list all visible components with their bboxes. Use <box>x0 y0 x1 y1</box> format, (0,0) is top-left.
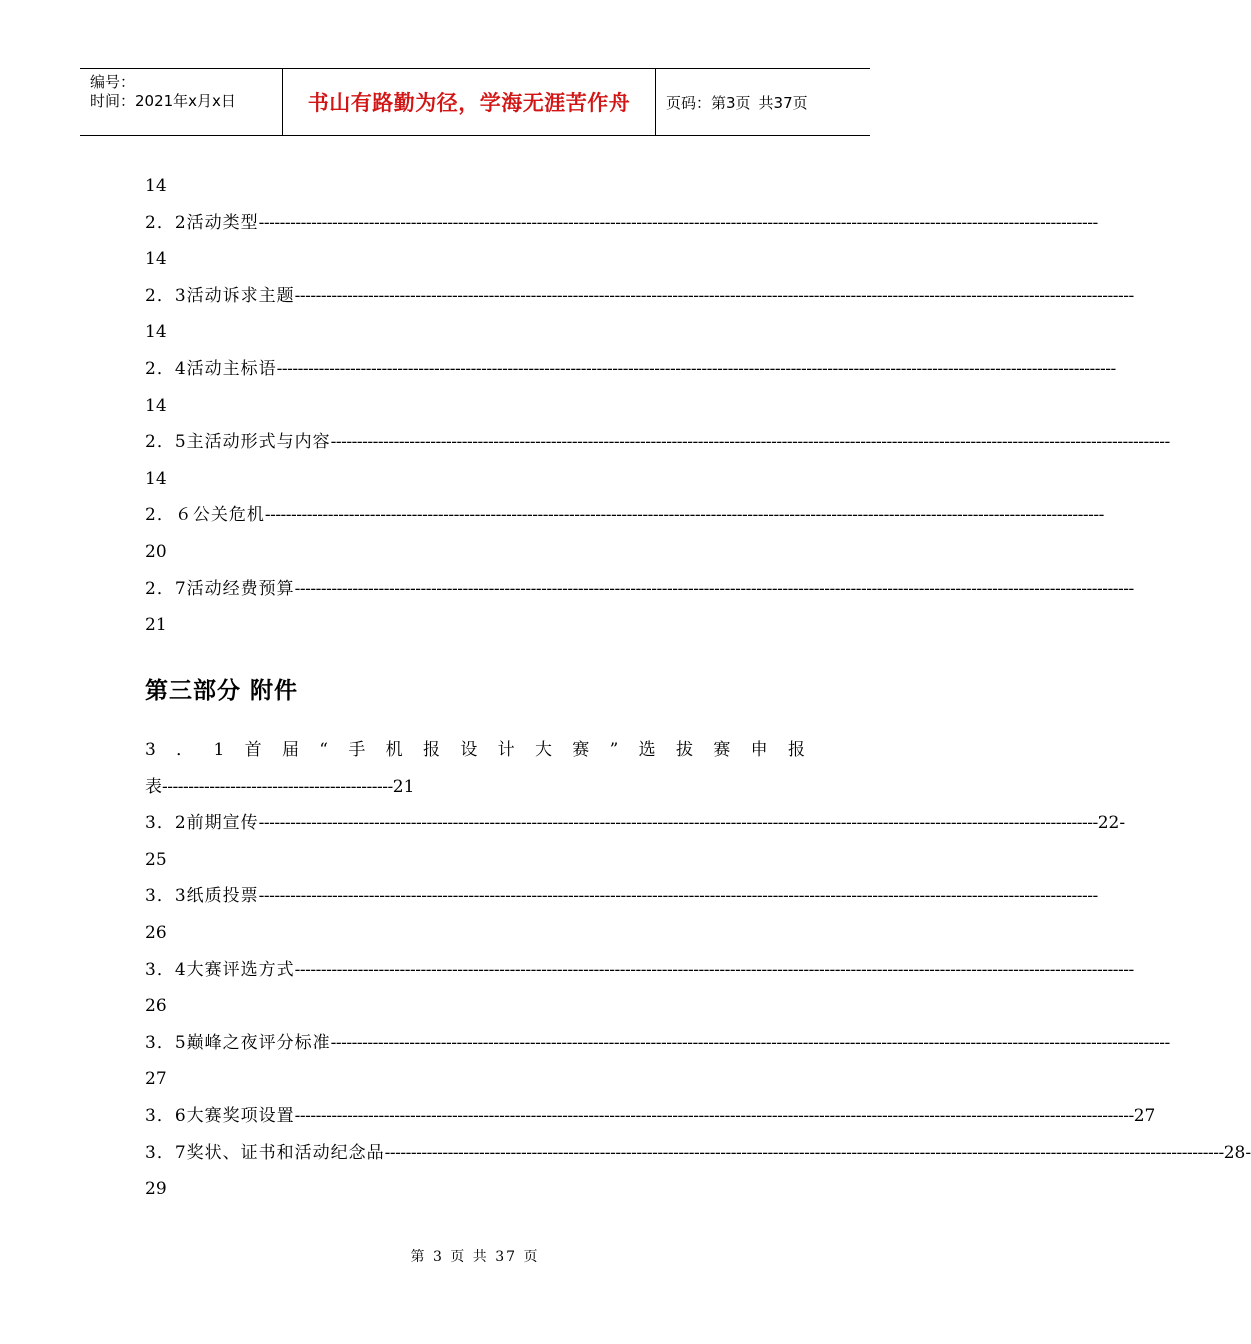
toc-leader-dashes: ---------------------------------------------------------------------------------------------------------------------------------------------------------------- <box>258 886 1098 907</box>
toc-entry-label: 3．2前期宣传 <box>145 813 259 834</box>
toc-entry-char: 申 <box>750 740 768 760</box>
toc-entry-label: 3．3纸质投票 <box>145 886 259 907</box>
toc-entry <box>145 1104 1156 1128</box>
toc-entry-label: 2．3活动诉求主题 <box>145 285 295 306</box>
toc-entry-label: 3．4大赛评选方式 <box>145 959 295 980</box>
toc-entry-label: 2．2活动类型 <box>145 212 259 233</box>
section-title-part3: 第三部分 附件 <box>145 678 299 704</box>
toc-entry-page: 22- <box>1097 813 1126 834</box>
toc-leader-dashes: ---------------------------------------------------------------------------------------------------------------------------------------------------------------- <box>276 359 1116 379</box>
header-meta <box>80 69 282 135</box>
toc-leader-dashes: ---------------------------------------------------------------------------------------------------------------------------------------------------------------- <box>384 1142 1224 1163</box>
toc-entry-label: 3．6大赛奖项设置 <box>145 1106 295 1126</box>
toc-page-number: 14 <box>145 176 167 196</box>
toc-entry-label: 2．６公关危机 <box>145 505 265 526</box>
toc-leader-dashes: -------------------------------------------- <box>162 776 393 797</box>
toc-leader-dashes: ---------------------------------------------------------------------------------------------------------------------------------------------------------------- <box>264 505 1104 526</box>
toc-leader-dashes: ---------------------------------------------------------------------------------------------------------------------------------------------------------------- <box>330 432 1170 453</box>
toc-leader-dashes: ---------------------------------------------------------------------------------------------------------------------------------------------------------------- <box>330 1032 1170 1053</box>
toc-entry-char: 报 <box>422 740 440 760</box>
toc-leader-dashes: ---------------------------------------------------------------------------------------------------------------------------------------------------------------- <box>294 959 1134 980</box>
toc-leader-dashes: ---------------------------------------------------------------------------------------------------------------------------------------------------------------- <box>258 212 1098 233</box>
toc-entry <box>145 503 1104 527</box>
toc-leader-dashes: ---------------------------------------------------------------------------------------------------------------------------------------------------------------- <box>294 285 1134 306</box>
toc-entry <box>145 884 1098 908</box>
toc-entry-char: 赛 <box>572 740 590 760</box>
toc-page-number: 25 <box>145 849 167 870</box>
toc-page-number: 27 <box>145 1069 167 1090</box>
header-page-total: 共37页 <box>758 93 808 112</box>
toc-entry <box>145 211 1098 235</box>
header-page-number: 页码：第3页 <box>666 93 751 112</box>
toc-page-number: 26 <box>145 923 167 943</box>
toc-entry-char: ． <box>176 740 194 760</box>
toc-page-number: 29 <box>145 1179 167 1200</box>
toc-entry-char: 届 <box>281 740 299 760</box>
toc-leader-dashes: ---------------------------------------------------------------------------------------------------------------------------------------------------------------- <box>258 813 1098 834</box>
page-footer: 第 3 页 共 37 页 <box>410 1249 540 1265</box>
toc-page-number: 26 <box>145 996 167 1017</box>
toc-entry <box>145 1031 1170 1055</box>
document-date-label: 时间：2021年x月x日 <box>90 92 236 110</box>
toc-entry <box>145 357 1116 381</box>
toc-entry <box>145 284 1134 308</box>
toc-entry-label: 2．5主活动形式与内容 <box>145 432 331 453</box>
toc-page-number: 21 <box>145 615 167 636</box>
toc-entry <box>145 958 1134 982</box>
toc-entry-page: 28- <box>1223 1142 1251 1163</box>
toc-page-number: 14 <box>145 468 167 489</box>
toc-entry-label: 3．7奖状、证书和活动纪念品 <box>145 1142 385 1163</box>
toc-entry-page: 27 <box>1133 1106 1156 1126</box>
toc-entry-char: 计 <box>497 740 515 760</box>
header-page-info <box>656 69 870 135</box>
toc-entry-label: 2．4活动主标语 <box>145 359 277 379</box>
toc-entry-char: 首 <box>244 740 262 760</box>
toc-entry-char: 大 <box>534 740 552 760</box>
document-number-label: 编号： <box>90 73 136 91</box>
toc-leader-dashes: ---------------------------------------------------------------------------------------------------------------------------------------------------------------- <box>294 578 1134 599</box>
toc-entry-page: 21 <box>392 776 415 797</box>
toc-entry-label: 2．7活动经费预算 <box>145 578 295 599</box>
toc-page-number: 14 <box>145 249 167 270</box>
toc-leader-dashes: ---------------------------------------------------------------------------------------------------------------------------------------------------------------- <box>294 1106 1134 1126</box>
toc-entry-char: 设 <box>460 740 478 760</box>
header-motto: 书山有路勤为径，学海无涯苦作舟 <box>282 69 656 135</box>
toc-entry-char: “ <box>319 740 328 760</box>
toc-entry-char: 手 <box>348 740 366 760</box>
toc-page-number: 14 <box>145 322 167 343</box>
toc-entry-char: 3 <box>145 740 156 760</box>
toc-entry-spread <box>145 738 805 762</box>
toc-page-number: 20 <box>145 542 167 562</box>
toc-entry <box>145 1141 1251 1165</box>
page-header <box>80 68 870 136</box>
toc-entry-char: 选 <box>638 740 656 760</box>
toc-entry-continuation <box>145 775 805 799</box>
toc-entry-char: ” <box>609 740 619 760</box>
toc-page-number: 14 <box>145 395 167 416</box>
toc-entry-char: 拔 <box>675 740 693 760</box>
toc-entry <box>145 430 1170 454</box>
toc-entry <box>145 577 1134 601</box>
toc-entry-char: 机 <box>385 740 403 760</box>
toc-entry-label: 3．5巅峰之夜评分标准 <box>145 1032 331 1053</box>
toc-entry-char: 赛 <box>713 740 731 760</box>
toc-entry <box>145 811 1126 835</box>
toc-entry-char: 1 <box>213 740 225 760</box>
toc-entry-char: 报 <box>787 740 805 760</box>
toc-entry-label: 表 <box>145 776 162 797</box>
